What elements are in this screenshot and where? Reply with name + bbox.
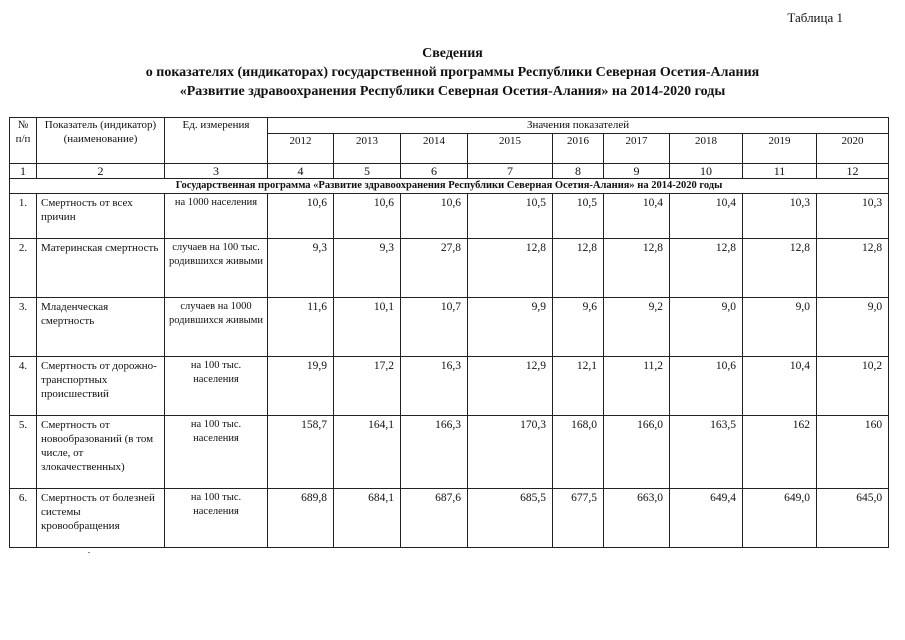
- header-year: 2012: [268, 134, 334, 164]
- indicator-name: Смертность от болезней системы кровообращения: [37, 489, 165, 548]
- value-cell: 12,8: [817, 239, 889, 298]
- column-number: 5: [334, 164, 401, 179]
- header-year: 2015: [468, 134, 553, 164]
- value-cell: 9,0: [743, 298, 817, 357]
- indicator-unit: случаев на 100 тыс. родившихся живыми: [165, 239, 268, 298]
- row-number: 1.: [10, 194, 37, 239]
- column-number: 10: [670, 164, 743, 179]
- value-cell: 170,3: [468, 416, 553, 489]
- indicator-unit: на 100 тыс. населения: [165, 416, 268, 489]
- value-cell: 12,8: [468, 239, 553, 298]
- value-cell: 9,6: [553, 298, 604, 357]
- column-number: 2: [37, 164, 165, 179]
- column-number: 6: [401, 164, 468, 179]
- column-number: 11: [743, 164, 817, 179]
- header-year: 2017: [604, 134, 670, 164]
- row-number: 4.: [10, 357, 37, 416]
- value-cell: 162: [743, 416, 817, 489]
- scan-speck: [88, 552, 90, 553]
- value-cell: 27,8: [401, 239, 468, 298]
- value-cell: 19,9: [268, 357, 334, 416]
- value-cell: 10,6: [401, 194, 468, 239]
- row-number: 5.: [10, 416, 37, 489]
- value-cell: 10,6: [268, 194, 334, 239]
- indicator-name: Материнская смертность: [37, 239, 165, 298]
- header-year: 2014: [401, 134, 468, 164]
- indicator-unit: на 1000 населения: [165, 194, 268, 239]
- column-number: 4: [268, 164, 334, 179]
- value-cell: 12,8: [743, 239, 817, 298]
- value-cell: 10,6: [334, 194, 401, 239]
- header-values-group: Значения показателей: [268, 118, 889, 134]
- value-cell: 10,3: [817, 194, 889, 239]
- row-number: 6.: [10, 489, 37, 548]
- indicator-name: Младенческая смертность: [37, 298, 165, 357]
- value-cell: 663,0: [604, 489, 670, 548]
- value-cell: 9,0: [670, 298, 743, 357]
- indicator-name: Смертность от новообразований (в том числе, от злокачественных): [37, 416, 165, 489]
- header-col-indicator: Показатель (индикатор) (наименование): [37, 118, 165, 164]
- doc-heading-line-3: «Развитие здравоохранения Республики Северная Осетия-Алания» на 2014-2020 годы: [179, 84, 726, 99]
- value-cell: 164,1: [334, 416, 401, 489]
- header-year: 2020: [817, 134, 889, 164]
- indicator-name: Смертность от всех причин: [37, 194, 165, 239]
- value-cell: 10,4: [670, 194, 743, 239]
- value-cell: 10,3: [743, 194, 817, 239]
- value-cell: 12,8: [604, 239, 670, 298]
- table-row: [10, 194, 889, 239]
- header-year: 2016: [553, 134, 604, 164]
- value-cell: 9,2: [604, 298, 670, 357]
- indicators-table: [9, 117, 889, 548]
- value-cell: 9,3: [268, 239, 334, 298]
- value-cell: 158,7: [268, 416, 334, 489]
- value-cell: 163,5: [670, 416, 743, 489]
- header-year: 2018: [670, 134, 743, 164]
- value-cell: 166,3: [401, 416, 468, 489]
- column-number: 7: [468, 164, 553, 179]
- column-number: 8: [553, 164, 604, 179]
- value-cell: 10,4: [604, 194, 670, 239]
- value-cell: 10,2: [817, 357, 889, 416]
- table-row: [10, 357, 889, 416]
- row-number: 2.: [10, 239, 37, 298]
- value-cell: 685,5: [468, 489, 553, 548]
- value-cell: 687,6: [401, 489, 468, 548]
- value-cell: 12,9: [468, 357, 553, 416]
- table-row: [10, 489, 889, 548]
- value-cell: 12,8: [553, 239, 604, 298]
- value-cell: 10,5: [468, 194, 553, 239]
- column-number: 1: [10, 164, 37, 179]
- value-cell: 677,5: [553, 489, 604, 548]
- value-cell: 9,0: [817, 298, 889, 357]
- value-cell: 10,4: [743, 357, 817, 416]
- value-cell: 649,0: [743, 489, 817, 548]
- value-cell: 9,3: [334, 239, 401, 298]
- value-cell: 649,4: [670, 489, 743, 548]
- program-section-row: Государственная программа «Развитие здравоохранения Республики Северная Осетия-Алания» на 2014-2020 годы: [10, 179, 889, 194]
- table-label: Таблица 1: [787, 10, 843, 25]
- table-row: [10, 416, 889, 489]
- value-cell: 10,7: [401, 298, 468, 357]
- indicator-unit: на 100 тыс. населения: [165, 489, 268, 548]
- value-cell: 10,6: [670, 357, 743, 416]
- indicator-unit: случаев на 1000 родившихся живыми: [165, 298, 268, 357]
- doc-heading-title: Сведения: [422, 46, 483, 61]
- value-cell: 17,2: [334, 357, 401, 416]
- value-cell: 689,8: [268, 489, 334, 548]
- column-number: 12: [817, 164, 889, 179]
- column-number: 9: [604, 164, 670, 179]
- doc-heading-line-2: о показателях (индикаторах) государственной программы Республики Северная Осетия-Алания: [145, 65, 760, 80]
- value-cell: 16,3: [401, 357, 468, 416]
- column-number: 3: [165, 164, 268, 179]
- row-number: 3.: [10, 298, 37, 357]
- header-year: 2019: [743, 134, 817, 164]
- header-col-unit: Ед. измерения: [165, 118, 268, 164]
- value-cell: 166,0: [604, 416, 670, 489]
- value-cell: 12,1: [553, 357, 604, 416]
- value-cell: 684,1: [334, 489, 401, 548]
- value-cell: 11,2: [604, 357, 670, 416]
- value-cell: 12,8: [670, 239, 743, 298]
- value-cell: 168,0: [553, 416, 604, 489]
- table-row: [10, 239, 889, 298]
- indicator-name: Смертность от дорожно-транспортных происшествий: [37, 357, 165, 416]
- table-row: [10, 298, 889, 357]
- value-cell: 9,9: [468, 298, 553, 357]
- header-col-no: № п/п: [10, 118, 37, 164]
- header-year: 2013: [334, 134, 401, 164]
- value-cell: 10,1: [334, 298, 401, 357]
- value-cell: 11,6: [268, 298, 334, 357]
- indicator-unit: на 100 тыс. населения: [165, 357, 268, 416]
- value-cell: 10,5: [553, 194, 604, 239]
- value-cell: 160: [817, 416, 889, 489]
- value-cell: 645,0: [817, 489, 889, 548]
